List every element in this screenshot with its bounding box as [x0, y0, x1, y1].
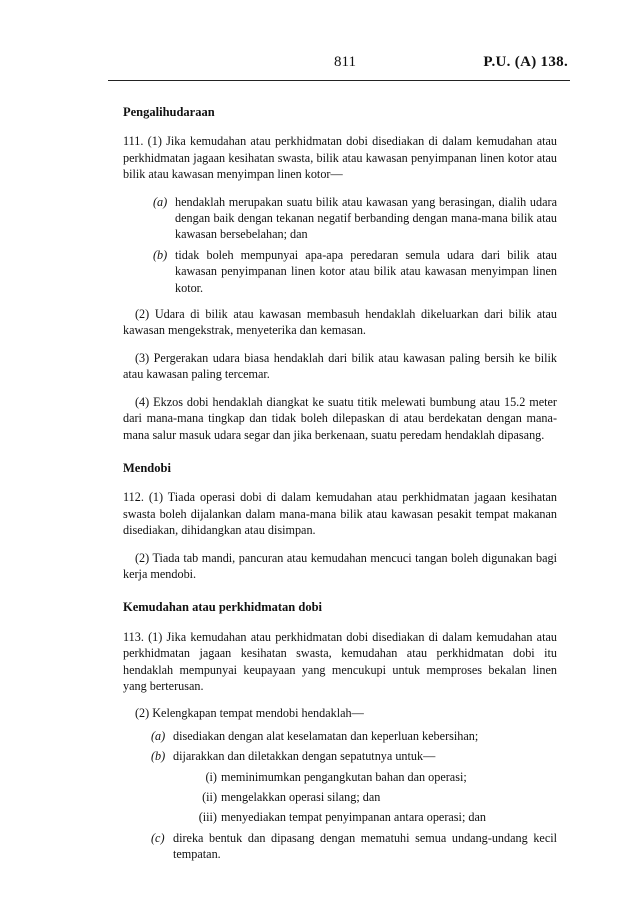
section-111-item-a — [123, 194, 557, 243]
section-113-subitem-iii — [123, 809, 557, 825]
item-label: (a) — [153, 194, 168, 209]
item-text: disediakan dengan alat keselamatan dan keperluan kebersihan; — [173, 728, 479, 743]
section-112-para-2: (2) Tiada tab mandi, pancuran atau kemudahan mencuci tangan boleh digunakan bagi kerja mendobi. — [123, 550, 557, 581]
subitem-label: (iii) — [198, 810, 217, 825]
page-header — [108, 54, 570, 78]
section-111-para-2: (2) Udara di bilik atau kawasan membasuh hendaklah dikeluarkan dari bilik atau kawasan mengekstrak, menyeterika dan kemasan. — [123, 307, 557, 338]
section-111-para-1: 111. (1) Jika kemudahan atau perkhidmatan dobi disediakan di dalam kemudahan atau perkhidmatan jagaan kesihatan swasta, bilik atau kawasan penyimpanan linen kotor atau bilik atau kawasan menyimpan linen kotor— — [123, 134, 557, 182]
document-body — [123, 104, 557, 867]
item-label: (a) — [151, 728, 166, 743]
section-113-subitem-i — [123, 769, 557, 785]
item-text: direka bentuk dan dipasang dengan mematuhi semua undang-undang kecil tempatan. — [173, 830, 557, 862]
section-111-para-4: (4) Ekzos dobi hendaklah diangkat ke suatu titik melewati bumbung atau 15.2 meter dari mana-mana tingkap dan tidak boleh dilepaskan di atau berdekatan dengan mana-mana salur masuk udara segar dan jika berkenaan, suatu peredam hendaklah dipasang. — [123, 394, 557, 442]
subitem-text: mengelakkan operasi silang; dan — [221, 790, 381, 804]
header-divider — [108, 80, 570, 81]
section-113-para-1: 113. (1) Jika kemudahan atau perkhidmatan dobi disediakan di dalam kemudahan atau perkhidmatan jagaan kesihatan swasta, kemudahan atau perkhidmatan dobi itu hendaklah mempunyai keupayaan yang mencukupi untuk memproses bekalan linen yang berterusan. — [123, 629, 557, 693]
section-heading-111: Pengalihudaraan — [123, 105, 215, 119]
item-text: dijarakkan dan diletakkan dengan sepatutnya untuk— — [173, 749, 436, 764]
item-label: (c) — [151, 830, 165, 845]
subitem-label: (ii) — [202, 790, 217, 804]
subitem-label: (i) — [205, 769, 217, 784]
item-label: (b) — [153, 247, 168, 262]
section-113-subitem-ii — [123, 789, 557, 805]
section-113-para-2: (2) Kelengkapan tempat mendobi hendaklah— — [135, 706, 364, 721]
item-label: (b) — [151, 749, 166, 764]
item-text: hendaklah merupakan suatu bilik atau kawasan yang berasingan, dialih udara dengan baik dengan tekanan negatif berbanding dengan mana-mana bilik atau kawasan bersebelahan; dan — [175, 194, 557, 242]
gazette-reference: P.U. (A) 138. — [483, 54, 568, 70]
section-113-item-a — [123, 728, 557, 744]
section-113-item-c — [123, 830, 557, 863]
item-text: tidak boleh mempunyai apa-apa peredaran semula udara dari bilik atau kawasan penyimpanan linen kotor atau bilik atau kawasan menyimpan linen kotor. — [175, 247, 557, 295]
section-111-item-b — [123, 247, 557, 296]
section-heading-112: Mendobi — [123, 460, 171, 475]
section-111-para-3: (3) Pergerakan udara biasa hendaklah dari bilik atau kawasan paling bersih ke bilik atau kawasan paling tercemar. — [123, 350, 557, 382]
section-112-para-1: 112. (1) Tiada operasi dobi di dalam kemudahan atau perkhidmatan jagaan kesihatan swasta boleh dijalankan dalam mana-mana bilik atau kawasan pesakit tempat makanan disediakan, dihidangkan atau disimpan. — [123, 490, 557, 538]
page-number: 811 — [334, 54, 356, 70]
section-113-item-b — [123, 748, 557, 764]
subitem-text: meminimumkan pengangkutan bahan dan operasi; — [221, 769, 467, 784]
subitem-text: menyediakan tempat penyimpanan antara operasi; dan — [221, 810, 486, 825]
section-heading-113: Kemudahan atau perkhidmatan dobi — [123, 600, 323, 615]
